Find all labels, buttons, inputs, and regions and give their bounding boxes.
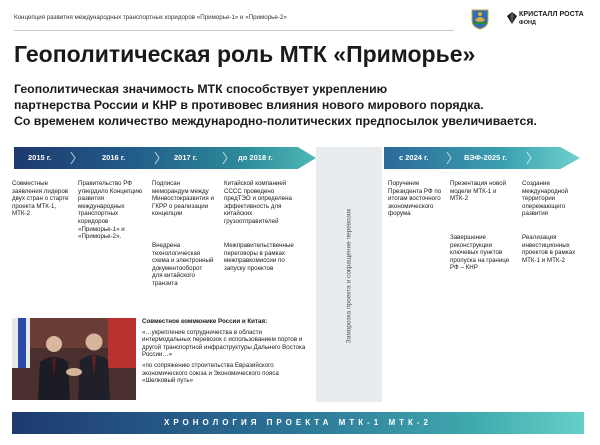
milestone-2017-b — [152, 242, 214, 288]
communique-quote: «…укрепление сотрудничества в области интермодальных перевозок с использованием портов и другой транспортной инфраструктуры Дальнего Востока России…» — [142, 328, 306, 359]
milestone-text: Создание международной территории опережающего развития — [522, 180, 568, 218]
milestone-2016 — [78, 180, 144, 241]
chevron-right-icon — [446, 151, 452, 165]
milestone-2018-b — [224, 242, 304, 272]
coat-of-arms-icon — [470, 8, 490, 30]
timeline-label-2018: до 2018 г. — [238, 153, 273, 162]
milestone-2017 — [152, 180, 214, 218]
milestone-text: Межправительственные переговоры в рамках межправкомиссии по запуску проектов — [224, 242, 294, 272]
chevron-right-icon — [70, 151, 76, 165]
milestone-2015 — [12, 180, 74, 218]
header-subtitle: Концепция развития международных транспортных коридоров «Приморье-1» и «Приморье-2» — [14, 14, 287, 21]
milestone-text: Презентация новой модели МТК-1 и МТК-2 — [450, 180, 507, 203]
milestone-text: Правительство РФ утвердило Концепцию развития международных транспортных коридоров «Приморье-1» и «Приморье-2». — [78, 180, 143, 241]
fund-logo — [507, 10, 593, 32]
chevron-right-icon — [222, 151, 228, 165]
lead-paragraph — [14, 81, 574, 129]
lead-line: Со временем количество международно-политических предпосылок увеличивается. — [14, 114, 537, 128]
milestone-2025-a — [450, 180, 510, 203]
freeze-period-label: Заморозка проекта и сокращение перевозок — [345, 208, 353, 344]
milestone-2025-d — [522, 234, 584, 264]
milestone-2025-c — [522, 180, 584, 218]
milestone-text: Завершение реконструкции ключевых пунктов пропуска на границе РФ – КНР — [450, 234, 510, 272]
timeline-label-2016: 2016 г. — [102, 153, 126, 162]
milestone-text: Поручение Президента РФ по итогам восточного экономического форума — [388, 180, 442, 218]
page-title: Геополитическая роль МТК «Приморье» — [14, 41, 476, 67]
timeline-label-2017: 2017 г. — [174, 153, 198, 162]
timeline-label-2025: ВЭФ-2025 г. — [464, 153, 507, 162]
footer-banner — [12, 412, 584, 434]
timeline-label-2015: 2015 г. — [28, 153, 52, 162]
lead-line: Геополитическая значимость МТК способствует укреплению — [14, 82, 388, 96]
communique-quote: «по сопряжению строительства Евразийского экономического союза и Экономического пояса «Шелковый путь» — [142, 361, 279, 385]
milestone-text: Реализация инвестиционных проектов в рамках МТК-1 и МТК-2 — [522, 234, 576, 264]
timeline-label-2024: с 2024 г. — [399, 153, 429, 162]
milestone-text: Внедрена технологическая схема и электронный документооборот для китайского транзита — [152, 242, 214, 287]
chevron-right-icon — [526, 151, 532, 165]
milestone-text: Подписан меморандум между Минвостокразвития и ГКРР о реализации концепции — [152, 180, 214, 218]
crystal-icon — [507, 12, 517, 24]
communique-block — [142, 318, 312, 388]
timeline-bar — [14, 147, 580, 169]
milestone-text: Совместные заявления лидеров двух стран о старте проекта МТК-1, МТК-2 — [12, 180, 69, 218]
fund-label: ФОНД — [519, 20, 536, 26]
chevron-right-icon — [154, 151, 160, 165]
milestone-2025-b — [450, 234, 512, 272]
header — [14, 8, 586, 30]
leaders-photo — [12, 318, 136, 400]
footer-title: ХРОНОЛОГИЯ ПРОЕКТА МТК-1 МТК-2 — [163, 418, 432, 427]
fund-name: КРИСТАЛЛ РОСТА — [519, 11, 584, 18]
milestone-2024 — [388, 180, 444, 218]
communique-title: Совместное коммюнике России и Китая: — [142, 318, 268, 325]
header-divider — [14, 30, 454, 31]
milestone-text: Китайской компанией CCCC проведено предТЭО и определена эффективность для китайских грузоотправителей — [224, 180, 292, 225]
lead-line: партнерства России и КНР в противовес влияния нового мирового порядка. — [14, 98, 484, 112]
milestone-2018 — [224, 180, 302, 226]
